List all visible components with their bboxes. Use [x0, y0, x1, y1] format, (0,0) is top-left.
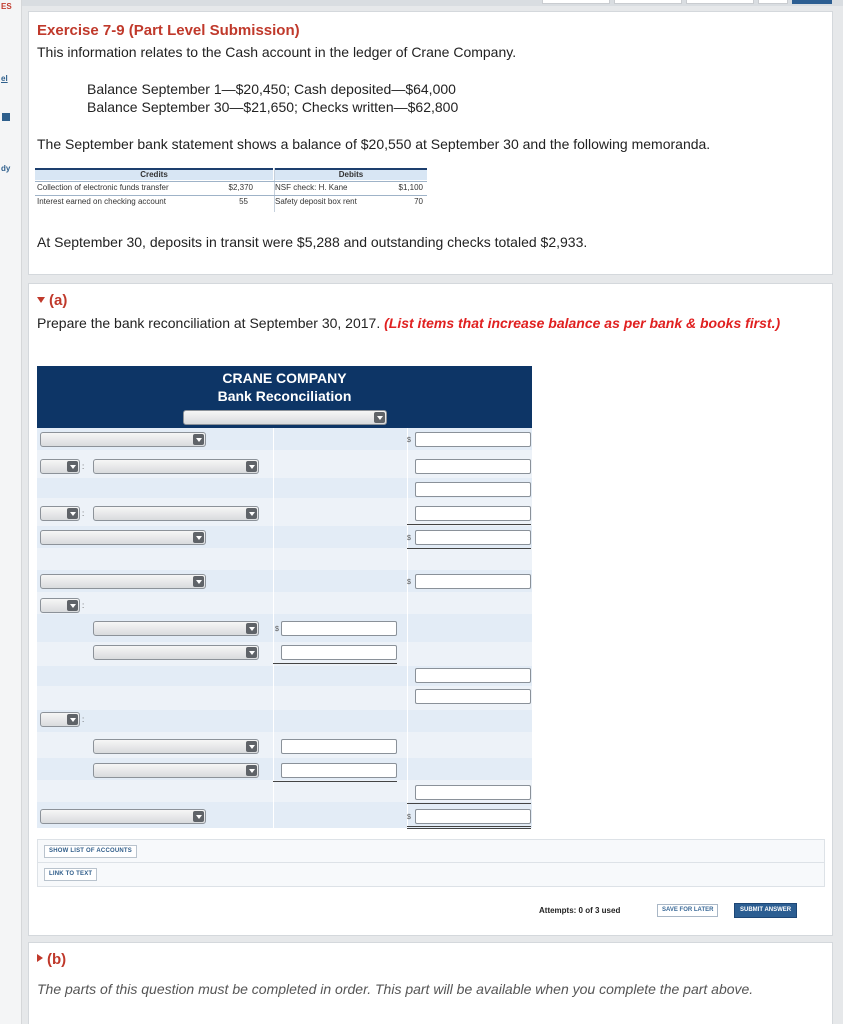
colon: : [82, 601, 85, 610]
account-dropdown[interactable] [93, 739, 259, 754]
link-to-text-button[interactable]: LINK TO TEXT [44, 868, 97, 881]
chevron-down-icon [246, 647, 257, 658]
top-tab[interactable] [542, 0, 610, 4]
chevron-down-icon [193, 434, 204, 445]
amount-input[interactable] [415, 689, 531, 704]
amount-input[interactable] [415, 482, 531, 497]
chevron-down-icon [193, 576, 204, 587]
chevron-down-icon [67, 461, 78, 472]
debit-desc: Safety deposit box rent [275, 197, 357, 206]
reconciliation-header [37, 366, 532, 428]
recon-row [37, 592, 532, 614]
total-underline [407, 548, 531, 549]
amount-input[interactable] [415, 785, 531, 800]
top-tab[interactable] [614, 0, 682, 4]
amount-input[interactable] [281, 621, 397, 636]
left-nav-fragment[interactable]: dy [1, 164, 11, 173]
credit-desc: Interest earned on checking account [37, 197, 166, 206]
chevron-down-icon [246, 623, 257, 634]
expand-triangle-icon[interactable] [37, 954, 43, 962]
exercise-title: Exercise 7-9 (Part Level Submission) [37, 22, 300, 39]
column-divider [273, 428, 274, 828]
credit-amount: 55 [239, 197, 248, 206]
reconciliation-title: Bank Reconciliation [217, 388, 352, 404]
amount-input[interactable] [415, 506, 531, 521]
account-dropdown[interactable] [40, 574, 206, 589]
amount-input[interactable] [415, 530, 531, 545]
part-a-instruction [37, 314, 822, 332]
dollar-sign: $ [407, 814, 411, 821]
account-dropdown[interactable] [93, 459, 259, 474]
exercise-intro-panel [28, 11, 833, 275]
total-underline [407, 803, 531, 804]
chevron-down-icon [193, 811, 204, 822]
debits-header: Debits [275, 168, 427, 180]
debit-amount: 70 [414, 197, 423, 206]
dollar-sign: $ [407, 437, 411, 444]
balance-line-2: Balance September 30—$21,650; Checks written—$62,800 [87, 99, 459, 115]
recon-row [37, 548, 532, 570]
date-dropdown[interactable] [183, 410, 387, 425]
account-dropdown[interactable] [93, 645, 259, 660]
balance-line-1: Balance September 1—$20,450; Cash deposited—$64,000 [87, 81, 456, 97]
part-b-header[interactable] [37, 951, 66, 968]
debit-desc: NSF check: H. Kane [275, 183, 348, 192]
amount-input[interactable] [415, 432, 531, 447]
chevron-down-icon [374, 412, 385, 423]
collapse-triangle-icon[interactable] [37, 297, 45, 303]
recon-row [37, 710, 532, 732]
debit-amount: $1,100 [398, 183, 423, 192]
chevron-down-icon [246, 741, 257, 752]
account-dropdown[interactable] [40, 809, 206, 824]
part-a-label: (a) [49, 292, 68, 309]
submit-answer-button[interactable]: SUBMIT ANSWER [734, 903, 797, 918]
chevron-down-icon [67, 714, 78, 725]
credit-amount: $2,370 [228, 183, 253, 192]
tools-row [37, 862, 825, 887]
bank-statement-text: The September bank statement shows a balance of $20,550 at September 30 and the following memoranda. [37, 136, 711, 152]
column-divider [407, 428, 408, 828]
account-dropdown[interactable] [93, 763, 259, 778]
part-b-label: (b) [47, 951, 67, 968]
total-underline [407, 524, 531, 525]
credits-header: Credits [35, 168, 273, 180]
chevron-down-icon [246, 461, 257, 472]
chevron-down-icon [246, 765, 257, 776]
attempts-counter: Attempts: 0 of 3 used [539, 906, 621, 915]
chevron-down-icon [246, 508, 257, 519]
deposits-outstanding-text: At September 30, deposits in transit were $5,288 and outstanding checks totaled $2,933. [37, 234, 588, 250]
left-nav-square-icon[interactable] [2, 113, 10, 121]
chevron-down-icon [67, 600, 78, 611]
left-nav-fragment[interactable]: ES [1, 2, 12, 11]
part-b-panel [28, 942, 833, 1024]
colon: : [82, 462, 85, 471]
add-less-dropdown[interactable] [40, 712, 80, 727]
amount-input[interactable] [281, 763, 397, 778]
tools-row [37, 839, 825, 864]
add-less-dropdown[interactable] [40, 598, 80, 613]
amount-input[interactable] [415, 574, 531, 589]
left-nav-fragment[interactable]: el [1, 74, 8, 83]
dollar-sign: $ [275, 626, 279, 633]
instruction-emphasis: (List items that increase balance as per bank & books first.) [384, 315, 781, 331]
account-dropdown[interactable] [93, 621, 259, 636]
top-tab[interactable] [758, 0, 788, 4]
part-a-panel [28, 283, 833, 936]
amount-input[interactable] [415, 459, 531, 474]
top-tab[interactable] [686, 0, 754, 4]
account-dropdown[interactable] [93, 506, 259, 521]
amount-input[interactable] [281, 645, 397, 660]
colon: : [82, 509, 85, 518]
double-underline [407, 826, 531, 827]
top-tab-active[interactable] [792, 0, 832, 4]
subtotal-underline [273, 663, 397, 664]
account-dropdown[interactable] [40, 432, 206, 447]
chevron-down-icon [193, 532, 204, 543]
dollar-sign: $ [407, 535, 411, 542]
subtotal-underline [273, 781, 397, 782]
add-less-dropdown[interactable] [40, 506, 80, 521]
instruction-text: Prepare the bank reconciliation at September 30, 2017. [37, 315, 381, 331]
part-b-locked-message: The parts of this question must be completed in order. This part will be available when you complete the part above. [37, 981, 754, 997]
chevron-down-icon [67, 508, 78, 519]
amount-input[interactable] [415, 809, 531, 824]
save-for-later-button[interactable]: SAVE FOR LATER [657, 904, 718, 917]
amount-input[interactable] [415, 668, 531, 683]
bank-reconciliation-form [37, 366, 532, 828]
add-less-dropdown[interactable] [40, 459, 80, 474]
exercise-intro-text: This information relates to the Cash account in the ledger of Crane Company. [37, 44, 517, 60]
credit-desc: Collection of electronic funds transfer [37, 183, 169, 192]
show-list-of-accounts-button[interactable]: SHOW LIST OF ACCOUNTS [44, 845, 137, 858]
top-toolbar-edge [22, 0, 843, 6]
amount-input[interactable] [281, 739, 397, 754]
dollar-sign: $ [407, 579, 411, 586]
account-dropdown[interactable] [40, 530, 206, 545]
colon: : [82, 715, 85, 724]
double-underline [407, 828, 531, 829]
part-a-header[interactable] [37, 292, 67, 309]
left-nav-strip [0, 0, 22, 1024]
company-name: CRANE COMPANY [222, 370, 347, 386]
